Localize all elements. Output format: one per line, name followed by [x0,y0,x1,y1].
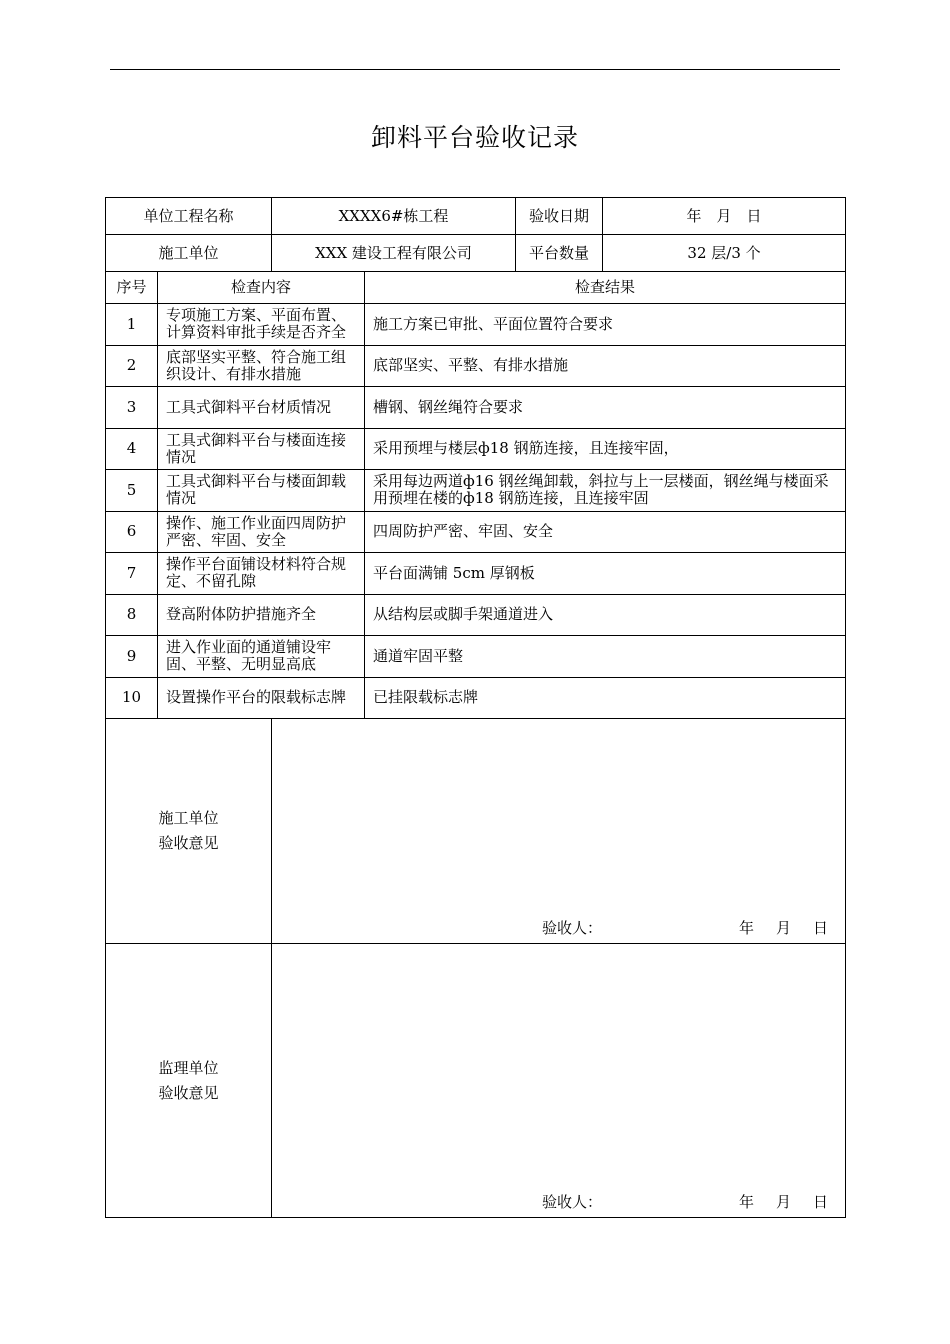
item-result: 施工方案已审批、平面位置符合要求 [365,304,846,346]
item-content: 工具式御料平台材质情况 [158,387,365,429]
year-label: 年 [739,1193,755,1211]
day-label: 日 [813,919,829,937]
supervision-opinion-field[interactable] [272,944,846,1218]
month-label: 月 [776,1193,792,1211]
project-name-label: 单位工程名称 [106,198,272,235]
opinion-label-line: 监理单位 [158,1058,219,1077]
item-no: 1 [106,304,158,346]
table-row [106,636,846,678]
item-result: 从结构层或脚手架通道进入 [365,594,846,636]
table-row [106,553,846,595]
supervision-opinion-label [106,944,272,1218]
document-title: 卸料平台验收记录 [370,123,579,152]
item-content: 设置操作平台的限载标志牌 [158,677,365,719]
construction-opinion-label [106,719,272,944]
column-no: 序号 [106,272,158,304]
item-content: 操作平台面铺设材料符合规定、不留孔隙 [158,553,365,595]
platform-count-value: 32 层/3 个 [603,235,846,272]
month-label: 月 [776,919,792,937]
item-result: 平台面满铺 5cm 厚钢板 [365,553,846,595]
table-row [106,304,846,346]
item-no: 6 [106,511,158,553]
table-row [106,387,846,429]
construction-opinion-field[interactable] [272,719,846,944]
item-content: 工具式御料平台与楼面连接情况 [158,428,365,470]
day-label: 日 [813,1193,829,1211]
item-no: 5 [106,470,158,512]
item-content: 进入作业面的通道铺设牢固、平整、无明显高底 [158,636,365,678]
item-result: 通道牢固平整 [365,636,846,678]
item-content: 操作、施工作业面四周防护严密、牢固、安全 [158,511,365,553]
item-content: 底部坚实平整、符合施工组织设计、有排水措施 [158,345,365,387]
accept-date-label: 验收日期 [516,198,603,235]
item-result: 四周防护严密、牢固、安全 [365,511,846,553]
item-result: 采用每边两道ф16 钢丝绳卸载，斜拉与上一层楼面，钢丝绳与楼面采用预埋在楼的ф18 钢筋连接，且连接牢固 [365,470,846,512]
item-no: 2 [106,345,158,387]
table-row [106,677,846,719]
item-content: 工具式御料平台与楼面卸载情况 [158,470,365,512]
table-row [106,345,846,387]
supervision-opinion-row [106,944,846,1218]
form-table [105,197,846,1218]
table-row [106,428,846,470]
acceptance-form [105,197,845,1218]
item-no: 8 [106,594,158,636]
project-name-value: XXXX6#栋工程 [272,198,516,235]
table-row [106,470,846,512]
item-result: 已挂限载标志牌 [365,677,846,719]
signer-label: 验收人： [542,919,603,937]
sign-date [717,920,828,937]
opinion-label-line: 验收意见 [158,834,219,852]
item-no: 4 [106,428,158,470]
construction-opinion-row [106,719,846,944]
table-row [106,594,846,636]
item-result: 槽钢、钢丝绳符合要求 [365,387,846,429]
signer-label: 验收人： [542,1193,603,1211]
top-rule [110,69,840,70]
item-no: 7 [106,553,158,595]
item-no: 10 [106,677,158,719]
item-no: 9 [106,636,158,678]
construction-unit-value: XXX 建设工程有限公司 [272,235,516,272]
sign-date [717,1194,828,1211]
item-result: 采用预埋与楼层ф18 钢筋连接，且连接牢固， [365,428,846,470]
platform-count-label: 平台数量 [516,235,603,272]
year-label: 年 [739,919,755,937]
item-result: 底部坚实、平整、有排水措施 [365,345,846,387]
item-content: 登高附体防护措施齐全 [158,594,365,636]
column-result: 检查结果 [365,272,846,304]
column-content: 检查内容 [158,272,365,304]
column-header-row [106,272,846,304]
opinion-label-line: 验收意见 [158,1083,219,1102]
opinion-label-line: 施工单位 [158,809,219,827]
header-row-unit [106,235,846,272]
header-row-project [106,198,846,235]
item-content: 专项施工方案、平面布置、计算资料审批手续是否齐全 [158,304,365,346]
item-no: 3 [106,387,158,429]
accept-date-value: 年 月 日 [603,198,846,235]
table-row [106,511,846,553]
construction-unit-label: 施工单位 [106,235,272,272]
